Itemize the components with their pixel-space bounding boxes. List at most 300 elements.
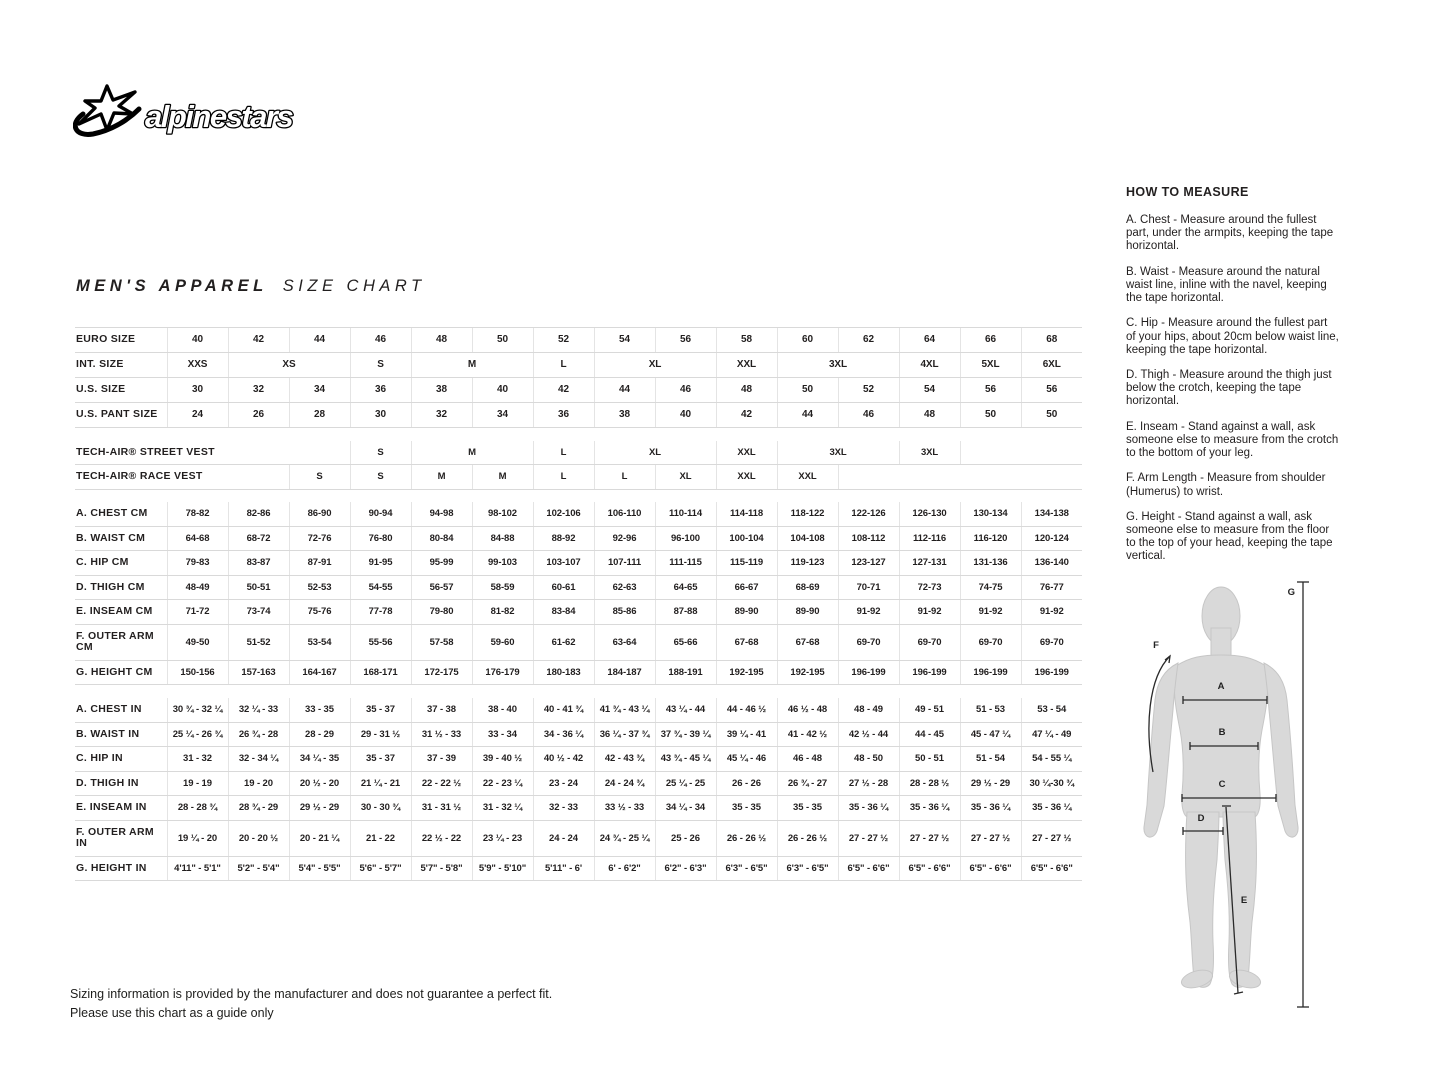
size-cell: 32 - 34 ¼ bbox=[228, 747, 289, 772]
size-cell: 73-74 bbox=[228, 600, 289, 625]
size-cell: 88-92 bbox=[533, 526, 594, 551]
measure-instruction: B. Waist - Measure around the natural waist line, inline with the navel, keeping the tape horizontal. bbox=[1126, 265, 1327, 305]
alpinestars-star-icon bbox=[75, 86, 139, 134]
size-cell: 41 ¾ - 43 ¼ bbox=[594, 698, 655, 722]
size-cell: 27 - 27 ½ bbox=[838, 820, 899, 856]
size-cell: 87-91 bbox=[289, 551, 350, 576]
size-cell: 122-126 bbox=[838, 502, 899, 526]
size-cell: 31 - 32 bbox=[167, 747, 228, 772]
size-cell: 116-120 bbox=[960, 526, 1021, 551]
size-cell: 54 bbox=[594, 328, 655, 353]
size-cell: 107-111 bbox=[594, 551, 655, 576]
table-row bbox=[75, 796, 1082, 821]
size-cell: 96-100 bbox=[655, 526, 716, 551]
size-cell: 157-163 bbox=[228, 660, 289, 685]
size-cell: 63-64 bbox=[594, 624, 655, 660]
row-label: INT. SIZE bbox=[75, 353, 167, 378]
size-cell: 28 - 29 bbox=[289, 722, 350, 747]
size-cell: 51-52 bbox=[228, 624, 289, 660]
size-cell: M bbox=[411, 353, 533, 378]
size-cell: 54 bbox=[899, 378, 960, 403]
size-cell: 42 - 43 ¾ bbox=[594, 747, 655, 772]
figure-label-g: G bbox=[1287, 587, 1295, 598]
size-cell: 28 ¾ - 29 bbox=[228, 796, 289, 821]
row-label: E. INSEAM CM bbox=[75, 600, 167, 625]
size-cell: 34 - 36 ¼ bbox=[533, 722, 594, 747]
size-cell: 27 - 27 ½ bbox=[1021, 820, 1082, 856]
size-cell: 64-68 bbox=[167, 526, 228, 551]
size-cell: 36 ¼ - 37 ¾ bbox=[594, 722, 655, 747]
size-cell: 164-167 bbox=[289, 660, 350, 685]
size-cell: 28 - 28 ¾ bbox=[167, 796, 228, 821]
size-cell: 62 bbox=[838, 328, 899, 353]
table-row bbox=[75, 328, 1082, 353]
table-row bbox=[75, 403, 1082, 428]
size-cell: 57-58 bbox=[411, 624, 472, 660]
size-cell: 53-54 bbox=[289, 624, 350, 660]
size-cell: 37 - 38 bbox=[411, 698, 472, 722]
size-cell: 39 ¼ - 41 bbox=[716, 722, 777, 747]
size-cell: 108-112 bbox=[838, 526, 899, 551]
size-cell: 44 - 45 bbox=[899, 722, 960, 747]
size-cell: 48 - 50 bbox=[838, 747, 899, 772]
size-cell: 59-60 bbox=[472, 624, 533, 660]
row-label: U.S. SIZE bbox=[75, 378, 167, 403]
row-label: G. HEIGHT IN bbox=[75, 856, 167, 881]
size-cell: 91-92 bbox=[1021, 600, 1082, 625]
size-cell: 40 bbox=[472, 378, 533, 403]
size-cell: 51 - 53 bbox=[960, 698, 1021, 722]
size-cell: 30 ¼-30 ¾ bbox=[1021, 771, 1082, 796]
size-cell: 19 - 19 bbox=[167, 771, 228, 796]
size-cell: 45 ¼ - 46 bbox=[716, 747, 777, 772]
size-cell: 66 bbox=[960, 328, 1021, 353]
size-cell: 58-59 bbox=[472, 575, 533, 600]
size-cell: 95-99 bbox=[411, 551, 472, 576]
size-cell: 100-104 bbox=[716, 526, 777, 551]
size-cell: 91-92 bbox=[960, 600, 1021, 625]
size-cell: 40 - 41 ¾ bbox=[533, 698, 594, 722]
footer-line-1: Sizing information is provided by the manufacturer and does not guarantee a perfect fit. bbox=[70, 987, 553, 1001]
size-cell: 196-199 bbox=[838, 660, 899, 685]
figure-label-d: D bbox=[1197, 813, 1205, 824]
page-title-secondary: SIZE CHART bbox=[282, 277, 426, 295]
size-cell: 42 ½ - 44 bbox=[838, 722, 899, 747]
size-cell: 40 bbox=[167, 328, 228, 353]
height-measure-line bbox=[1297, 582, 1309, 1007]
size-cell: 23 - 24 bbox=[533, 771, 594, 796]
row-label: D. THIGH CM bbox=[75, 575, 167, 600]
size-cell: 44 bbox=[777, 403, 838, 428]
table-row bbox=[75, 465, 1082, 490]
size-cell: 30 bbox=[350, 403, 411, 428]
table-row bbox=[75, 502, 1082, 526]
size-cell: 54 - 55 ¼ bbox=[1021, 747, 1082, 772]
alpinestars-logo bbox=[73, 82, 331, 140]
size-cell: 118-122 bbox=[777, 502, 838, 526]
size-cell: 24 - 24 bbox=[533, 820, 594, 856]
size-cell: 168-171 bbox=[350, 660, 411, 685]
size-cell: 3XL bbox=[777, 441, 899, 465]
size-cell: 69-70 bbox=[960, 624, 1021, 660]
row-label: G. HEIGHT CM bbox=[75, 660, 167, 685]
size-cell: 4XL bbox=[899, 353, 960, 378]
size-cell: 34 ¼ - 35 bbox=[289, 747, 350, 772]
size-cell: 49-50 bbox=[167, 624, 228, 660]
size-cell: 74-75 bbox=[960, 575, 1021, 600]
size-cell: 79-80 bbox=[411, 600, 472, 625]
size-cell: 52 bbox=[533, 328, 594, 353]
size-cell: 79-83 bbox=[167, 551, 228, 576]
size-cell: 75-76 bbox=[289, 600, 350, 625]
size-cell: XXL bbox=[716, 441, 777, 465]
size-cell: 20 - 21 ¼ bbox=[289, 820, 350, 856]
size-cell: 3XL bbox=[777, 353, 899, 378]
size-cell: 99-103 bbox=[472, 551, 533, 576]
size-cell: 3XL bbox=[899, 441, 960, 465]
size-cell: 37 - 39 bbox=[411, 747, 472, 772]
size-cell: 44 - 46 ½ bbox=[716, 698, 777, 722]
size-cell: 111-115 bbox=[655, 551, 716, 576]
size-cell: 29 ½ - 29 bbox=[960, 771, 1021, 796]
size-cell: 26 ¾ - 27 bbox=[777, 771, 838, 796]
size-cell: 52-53 bbox=[289, 575, 350, 600]
size-cell: 77-78 bbox=[350, 600, 411, 625]
size-cell: 24 bbox=[167, 403, 228, 428]
size-cell: 42 bbox=[533, 378, 594, 403]
size-cell: 21 ¼ - 21 bbox=[350, 771, 411, 796]
size-cell: 123-127 bbox=[838, 551, 899, 576]
size-cell: 89-90 bbox=[716, 600, 777, 625]
size-cell: 62-63 bbox=[594, 575, 655, 600]
size-cell: 38 bbox=[411, 378, 472, 403]
row-label: EURO SIZE bbox=[75, 328, 167, 353]
size-cell: 91-92 bbox=[838, 600, 899, 625]
size-cell: 184-187 bbox=[594, 660, 655, 685]
size-cell: 54-55 bbox=[350, 575, 411, 600]
figure-label-c: C bbox=[1218, 779, 1226, 790]
size-cell: 60 bbox=[777, 328, 838, 353]
size-cell: 180-183 bbox=[533, 660, 594, 685]
measure-instruction: D. Thigh - Measure around the thigh just below the crotch, keeping the tape horizontal. bbox=[1126, 368, 1332, 408]
size-table bbox=[75, 327, 1082, 881]
size-cell: 28 bbox=[289, 403, 350, 428]
figure-label-b: B bbox=[1218, 727, 1226, 738]
size-cell: 115-119 bbox=[716, 551, 777, 576]
row-label: A. CHEST CM bbox=[75, 502, 167, 526]
size-cell: M bbox=[472, 465, 533, 490]
size-cell: 32 bbox=[228, 378, 289, 403]
size-cell: 64-65 bbox=[655, 575, 716, 600]
size-cell: 48 bbox=[899, 403, 960, 428]
size-cell: 48 bbox=[716, 378, 777, 403]
size-cell: 89-90 bbox=[777, 600, 838, 625]
size-cell: 22 ½ - 22 bbox=[411, 820, 472, 856]
size-cell: 127-131 bbox=[899, 551, 960, 576]
size-cell: 35 - 37 bbox=[350, 698, 411, 722]
size-cell: XL bbox=[655, 465, 716, 490]
size-cell: 26 - 26 bbox=[716, 771, 777, 796]
size-cell: 49 - 51 bbox=[899, 698, 960, 722]
size-cell: 42 bbox=[716, 403, 777, 428]
size-cell: 106-110 bbox=[594, 502, 655, 526]
size-cell: 84-88 bbox=[472, 526, 533, 551]
size-cell: 71-72 bbox=[167, 600, 228, 625]
figure-label-a: A bbox=[1217, 681, 1225, 692]
size-cell: 43 ¾ - 45 ¼ bbox=[655, 747, 716, 772]
size-cell: 196-199 bbox=[960, 660, 1021, 685]
size-cell: 67-68 bbox=[716, 624, 777, 660]
size-cell: 68 bbox=[1021, 328, 1082, 353]
size-cell bbox=[960, 441, 1082, 465]
size-cell: 20 - 20 ½ bbox=[228, 820, 289, 856]
size-cell: 5'11" - 6' bbox=[533, 856, 594, 881]
size-cell: 94-98 bbox=[411, 502, 472, 526]
size-cell: 35 - 36 ¼ bbox=[838, 796, 899, 821]
size-cell: 44 bbox=[289, 328, 350, 353]
size-cell: 38 - 40 bbox=[472, 698, 533, 722]
size-cell: 5'7" - 5'8" bbox=[411, 856, 472, 881]
size-cell: 134-138 bbox=[1021, 502, 1082, 526]
size-cell: 6'2" - 6'3" bbox=[655, 856, 716, 881]
size-cell: 43 ¼ - 44 bbox=[655, 698, 716, 722]
size-cell: 126-130 bbox=[899, 502, 960, 526]
size-cell: S bbox=[350, 441, 411, 465]
size-cell: 46 bbox=[838, 403, 899, 428]
size-cell: L bbox=[533, 353, 594, 378]
size-cell: 91-92 bbox=[899, 600, 960, 625]
size-cell: 5'4" - 5'5" bbox=[289, 856, 350, 881]
size-cell: 5XL bbox=[960, 353, 1021, 378]
size-cell: 39 - 40 ½ bbox=[472, 747, 533, 772]
table-row bbox=[75, 378, 1082, 403]
measure-instruction: F. Arm Length - Measure from shoulder (Humerus) to wrist. bbox=[1126, 472, 1326, 498]
table-row bbox=[75, 722, 1082, 747]
size-cell: 23 ¼ - 23 bbox=[472, 820, 533, 856]
size-cell: 66-67 bbox=[716, 575, 777, 600]
size-cell: 196-199 bbox=[899, 660, 960, 685]
size-cell: 58 bbox=[716, 328, 777, 353]
size-cell: 86-90 bbox=[289, 502, 350, 526]
size-cell: 47 ¼ - 49 bbox=[1021, 722, 1082, 747]
table-row bbox=[75, 856, 1082, 881]
size-cell: L bbox=[533, 441, 594, 465]
size-cell: M bbox=[411, 441, 533, 465]
size-cell: 6' - 6'2" bbox=[594, 856, 655, 881]
size-cell: 36 bbox=[533, 403, 594, 428]
size-cell: 50 - 51 bbox=[899, 747, 960, 772]
how-to-measure-heading: HOW TO MEASURE bbox=[1126, 185, 1249, 199]
size-cell: 26 ¾ - 28 bbox=[228, 722, 289, 747]
size-cell: 69-70 bbox=[838, 624, 899, 660]
table-row bbox=[75, 600, 1082, 625]
size-cell: 31 - 31 ½ bbox=[411, 796, 472, 821]
body-measurement-figure bbox=[1140, 570, 1318, 1030]
size-cell: 5'9" - 5'10" bbox=[472, 856, 533, 881]
size-cell: 110-114 bbox=[655, 502, 716, 526]
size-cell: 29 - 31 ½ bbox=[350, 722, 411, 747]
size-cell: M bbox=[411, 465, 472, 490]
size-cell: 40 ½ - 42 bbox=[533, 747, 594, 772]
table-row bbox=[75, 353, 1082, 378]
size-cell: 46 ½ - 48 bbox=[777, 698, 838, 722]
row-label: C. HIP IN bbox=[75, 747, 167, 772]
size-cell: 27 ½ - 28 bbox=[838, 771, 899, 796]
size-cell: XL bbox=[594, 441, 716, 465]
page-title-primary: MEN'S APPAREL bbox=[76, 277, 268, 295]
size-cell: 65-66 bbox=[655, 624, 716, 660]
size-cell: S bbox=[289, 465, 350, 490]
size-cell: 78-82 bbox=[167, 502, 228, 526]
size-cell: 40 bbox=[655, 403, 716, 428]
size-cell: 103-107 bbox=[533, 551, 594, 576]
measure-instruction: E. Inseam - Stand against a wall, ask someone else to measure from the crotch to the bottom of your leg. bbox=[1126, 420, 1339, 460]
size-cell: 35 - 35 bbox=[777, 796, 838, 821]
size-cell: S bbox=[350, 465, 411, 490]
size-cell: 112-116 bbox=[899, 526, 960, 551]
measure-instruction-list bbox=[1126, 214, 1340, 564]
size-cell: 192-195 bbox=[777, 660, 838, 685]
size-cell: 92-96 bbox=[594, 526, 655, 551]
size-cell: 64 bbox=[899, 328, 960, 353]
size-cell: 50 bbox=[960, 403, 1021, 428]
table-row bbox=[75, 747, 1082, 772]
size-cell: S bbox=[350, 353, 411, 378]
size-cell: 38 bbox=[594, 403, 655, 428]
size-cell: 85-86 bbox=[594, 600, 655, 625]
size-cell: 34 bbox=[472, 403, 533, 428]
size-cell: 33 - 35 bbox=[289, 698, 350, 722]
row-label: D. THIGH IN bbox=[75, 771, 167, 796]
measure-instruction: C. Hip - Measure around the fullest part of your hips, about 20cm below waist line, keeping the tape horizontal. bbox=[1126, 317, 1339, 356]
size-cell: 25 - 26 bbox=[655, 820, 716, 856]
size-cell: 98-102 bbox=[472, 502, 533, 526]
size-cell: 21 - 22 bbox=[350, 820, 411, 856]
size-cell: 46 - 48 bbox=[777, 747, 838, 772]
row-label: E. INSEAM IN bbox=[75, 796, 167, 821]
size-cell: 90-94 bbox=[350, 502, 411, 526]
table-row bbox=[75, 575, 1082, 600]
size-cell: 50 bbox=[1021, 403, 1082, 428]
size-cell: 19 ¼ - 20 bbox=[167, 820, 228, 856]
size-cell: 150-156 bbox=[167, 660, 228, 685]
size-cell: 44 bbox=[594, 378, 655, 403]
size-cell: 51 - 54 bbox=[960, 747, 1021, 772]
size-cell: 61-62 bbox=[533, 624, 594, 660]
size-cell: 56 bbox=[1021, 378, 1082, 403]
size-cell: 27 - 27 ½ bbox=[960, 820, 1021, 856]
table-spacer bbox=[75, 685, 1082, 698]
size-cell: 53 - 54 bbox=[1021, 698, 1082, 722]
size-cell: 32 bbox=[411, 403, 472, 428]
size-cell: 82-86 bbox=[228, 502, 289, 526]
table-row bbox=[75, 771, 1082, 796]
size-cell: 26 - 26 ½ bbox=[777, 820, 838, 856]
size-cell: 26 - 26 ½ bbox=[716, 820, 777, 856]
size-cell: 76-80 bbox=[350, 526, 411, 551]
size-cell: 19 - 20 bbox=[228, 771, 289, 796]
size-cell: 102-106 bbox=[533, 502, 594, 526]
size-cell: 34 ¼ - 34 bbox=[655, 796, 716, 821]
figure-label-e: E bbox=[1240, 895, 1248, 906]
table-row bbox=[75, 551, 1082, 576]
row-label: A. CHEST IN bbox=[75, 698, 167, 722]
size-cell: 52 bbox=[838, 378, 899, 403]
size-cell: 72-76 bbox=[289, 526, 350, 551]
size-cell: 6XL bbox=[1021, 353, 1082, 378]
size-cell: 46 bbox=[350, 328, 411, 353]
size-cell: 48 - 49 bbox=[838, 698, 899, 722]
size-cell: XL bbox=[594, 353, 716, 378]
size-cell: 104-108 bbox=[777, 526, 838, 551]
row-label: U.S. PANT SIZE bbox=[75, 403, 167, 428]
size-cell: 33 - 34 bbox=[472, 722, 533, 747]
size-cell: 37 ¾ - 39 ¼ bbox=[655, 722, 716, 747]
size-cell: 48-49 bbox=[167, 575, 228, 600]
size-cell: 55-56 bbox=[350, 624, 411, 660]
how-to-measure-panel bbox=[1126, 185, 1340, 576]
size-cell: 68-69 bbox=[777, 575, 838, 600]
size-cell: 20 ½ - 20 bbox=[289, 771, 350, 796]
size-cell: 196-199 bbox=[1021, 660, 1082, 685]
footer-disclaimer bbox=[70, 985, 552, 1024]
size-cell: 172-175 bbox=[411, 660, 472, 685]
table-row bbox=[75, 660, 1082, 685]
size-cell: 130-134 bbox=[960, 502, 1021, 526]
size-cell: 131-136 bbox=[960, 551, 1021, 576]
size-cell: 32 - 33 bbox=[533, 796, 594, 821]
size-cell: XXL bbox=[716, 465, 777, 490]
logo-wordmark: alpinestars bbox=[145, 99, 293, 134]
size-cell: XXL bbox=[716, 353, 777, 378]
size-cell: 25 ¼ - 25 bbox=[655, 771, 716, 796]
row-label: C. HIP CM bbox=[75, 551, 167, 576]
size-cell: 45 - 47 ¼ bbox=[960, 722, 1021, 747]
size-cell: 80-84 bbox=[411, 526, 472, 551]
size-cell: 34 bbox=[289, 378, 350, 403]
size-cell: 31 ½ - 33 bbox=[411, 722, 472, 747]
size-cell: 5'6" - 5'7" bbox=[350, 856, 411, 881]
size-cell: 70-71 bbox=[838, 575, 899, 600]
size-cell: 22 - 23 ¼ bbox=[472, 771, 533, 796]
size-cell: XXS bbox=[167, 353, 228, 378]
table-row bbox=[75, 820, 1082, 856]
size-cell: 87-88 bbox=[655, 600, 716, 625]
size-cell: 48 bbox=[411, 328, 472, 353]
size-cell: 35 - 36 ¼ bbox=[899, 796, 960, 821]
row-label: F. OUTER ARM CM bbox=[75, 624, 167, 660]
size-cell: 119-123 bbox=[777, 551, 838, 576]
size-cell: 5'2" - 5'4" bbox=[228, 856, 289, 881]
size-cell: 41 - 42 ½ bbox=[777, 722, 838, 747]
size-cell: 56 bbox=[655, 328, 716, 353]
measure-instruction: G. Height - Stand against a wall, ask someone else to measure from the floor to the top of your head, keeping the tape vertical. bbox=[1126, 510, 1333, 563]
size-cell: 24 - 24 ¾ bbox=[594, 771, 655, 796]
row-label: F. OUTER ARM IN bbox=[75, 820, 167, 856]
size-cell: 6'3" - 6'5" bbox=[716, 856, 777, 881]
size-cell: 30 - 30 ¾ bbox=[350, 796, 411, 821]
size-cell: 56-57 bbox=[411, 575, 472, 600]
size-cell: 30 ¾ - 32 ¼ bbox=[167, 698, 228, 722]
size-cell: 31 - 32 ¼ bbox=[472, 796, 533, 821]
footer-line-2: Please use this chart as a guide only bbox=[70, 1006, 274, 1021]
size-cell: 6'5" - 6'6" bbox=[838, 856, 899, 881]
size-cell: 28 - 28 ½ bbox=[899, 771, 960, 796]
size-cell: 35 - 37 bbox=[350, 747, 411, 772]
size-cell: 42 bbox=[228, 328, 289, 353]
table-row bbox=[75, 441, 1082, 465]
size-cell: 35 - 35 bbox=[716, 796, 777, 821]
